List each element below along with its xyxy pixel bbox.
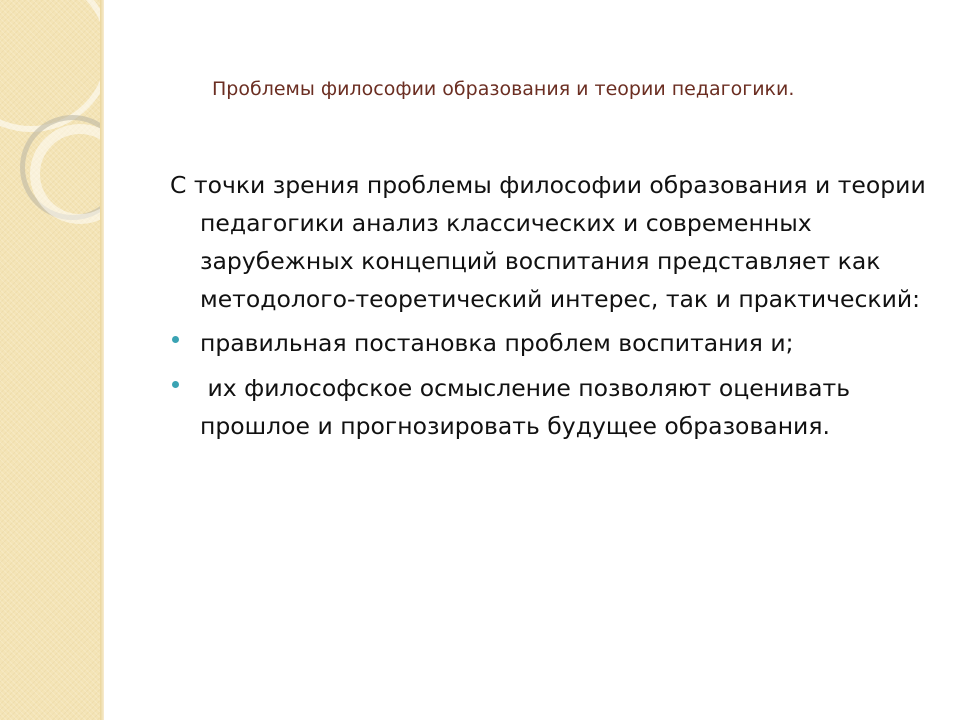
bullet-text: правильная постановка проблем воспитания и; bbox=[200, 329, 794, 357]
decorative-ring-top bbox=[0, 0, 104, 132]
bullet-item bbox=[170, 369, 930, 445]
bullet-list bbox=[170, 324, 930, 445]
intro-paragraph: С точки зрения проблемы философии образования и теории педагогики анализ классических и современных зарубежных концепций воспитания представляет как методолого-теоретический интерес, так и практический: bbox=[170, 171, 926, 313]
bullet-dot-icon bbox=[172, 381, 179, 388]
side-band-edge bbox=[100, 0, 104, 720]
bullet-item bbox=[170, 324, 930, 362]
bullet-dot-icon bbox=[172, 336, 179, 343]
bullet-text: их философское осмысление позволяют оценивать прошлое и прогнозировать будущее образования. bbox=[200, 374, 858, 440]
slide-body bbox=[170, 166, 930, 452]
slide-title: Проблемы философии образования и теории педагогики. bbox=[212, 78, 795, 100]
decorative-side-band bbox=[0, 0, 104, 720]
